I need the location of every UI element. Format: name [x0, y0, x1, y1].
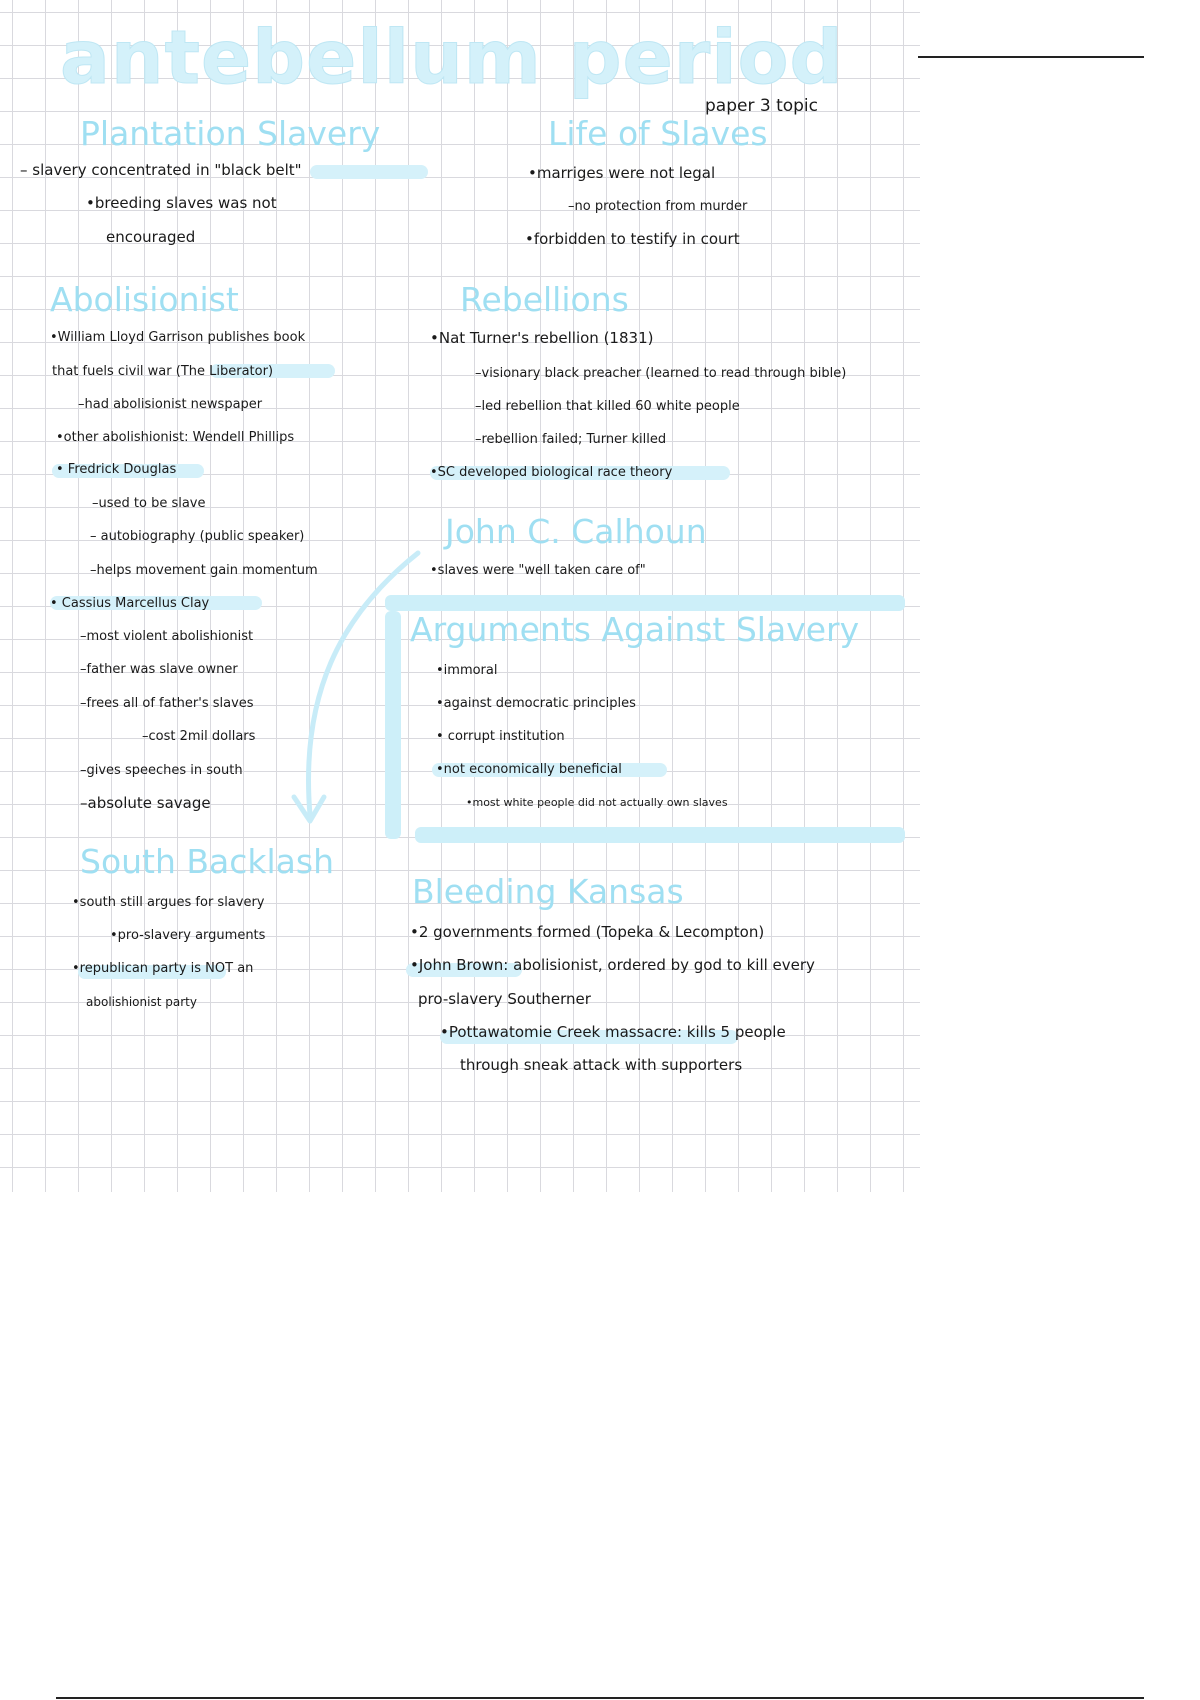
- note-line: •breeding slaves was not: [86, 194, 277, 212]
- note-line: •not economically beneficial: [436, 762, 622, 777]
- note-line: –rebellion failed; Turner killed: [475, 432, 667, 447]
- note-line: •SC developed biological race theory: [430, 465, 673, 480]
- note-line: that fuels civil war (The Liberator): [52, 364, 274, 379]
- arguments-bracket-top: [385, 595, 905, 611]
- note-line: •pro-slavery arguments: [110, 928, 266, 943]
- note-line: –frees all of father's slaves: [80, 696, 254, 711]
- note-line: –gives speeches in south: [80, 763, 243, 778]
- note-line: •most white people did not actually own slaves: [466, 796, 728, 809]
- top-rule: [918, 56, 1144, 58]
- note-line: •against democratic principles: [436, 696, 636, 711]
- heading-rebellions: Rebellions: [460, 280, 629, 319]
- connector-arrow: [280, 545, 430, 835]
- note-line: – autobiography (public speaker): [90, 529, 305, 544]
- note-line: –no protection from murder: [568, 199, 748, 214]
- note-line: –used to be slave: [92, 496, 206, 511]
- note-line: encouraged: [106, 228, 196, 246]
- page-title: antebellum period: [60, 15, 844, 101]
- note-line: –absolute savage: [80, 794, 211, 812]
- heading-life-of-slaves: Life of Slaves: [548, 114, 768, 153]
- note-line: •William Lloyd Garrison publishes book: [50, 330, 306, 345]
- note-line: • corrupt institution: [436, 729, 565, 744]
- note-line: pro-slavery Southerner: [418, 990, 591, 1008]
- note-line: •John Brown: abolisionist, ordered by god to kill every: [410, 956, 815, 974]
- note-line: –father was slave owner: [80, 662, 238, 677]
- heading-arguments-against-slavery: Arguments Against Slavery: [410, 610, 860, 649]
- note-line: •immoral: [436, 663, 498, 678]
- note-line: abolishionist party: [86, 995, 197, 1009]
- note-line: •other abolishionist: Wendell Phillips: [56, 430, 295, 445]
- note-line: –had abolisionist newspaper: [78, 397, 263, 412]
- note-line: • Cassius Marcellus Clay: [50, 596, 210, 611]
- heading-plantation-slavery: Plantation Slavery: [80, 114, 381, 153]
- note-line: • Fredrick Douglas: [56, 462, 177, 477]
- note-line: –visionary black preacher (learned to read through bible): [475, 366, 847, 381]
- highlight-black-belt: [310, 165, 428, 179]
- note-line: –helps movement gain momentum: [90, 563, 318, 578]
- heading-abolisionist: Abolisionist: [50, 280, 239, 319]
- note-line: –cost 2mil dollars: [142, 729, 256, 744]
- note-line: •south still argues for slavery: [72, 895, 265, 910]
- note-line: •forbidden to testify in court: [525, 230, 740, 248]
- note-line: •Nat Turner's rebellion (1831): [430, 329, 654, 347]
- note-line: –led rebellion that killed 60 white people: [475, 399, 740, 414]
- heading-south-backlash: South Backlash: [80, 842, 335, 881]
- heading-john-c-calhoun: John C. Calhoun: [445, 512, 707, 551]
- note-line: – slavery concentrated in "black belt": [20, 161, 302, 179]
- arguments-bracket-bottom: [415, 827, 905, 843]
- note-line: •2 governments formed (Topeka & Lecompton): [410, 923, 765, 941]
- note-line: –most violent abolishionist: [80, 629, 254, 644]
- note-line: •slaves were "well taken care of": [430, 563, 646, 578]
- note-line: •marriges were not legal: [528, 164, 716, 182]
- note-line: •republican party is NOT an: [72, 961, 254, 976]
- bottom-rule: [56, 1697, 1144, 1699]
- page-subtitle: paper 3 topic: [705, 96, 818, 116]
- note-line: through sneak attack with supporters: [460, 1056, 743, 1074]
- note-line: •Pottawatomie Creek massacre: kills 5 people: [440, 1023, 786, 1041]
- heading-bleeding-kansas: Bleeding Kansas: [412, 872, 684, 911]
